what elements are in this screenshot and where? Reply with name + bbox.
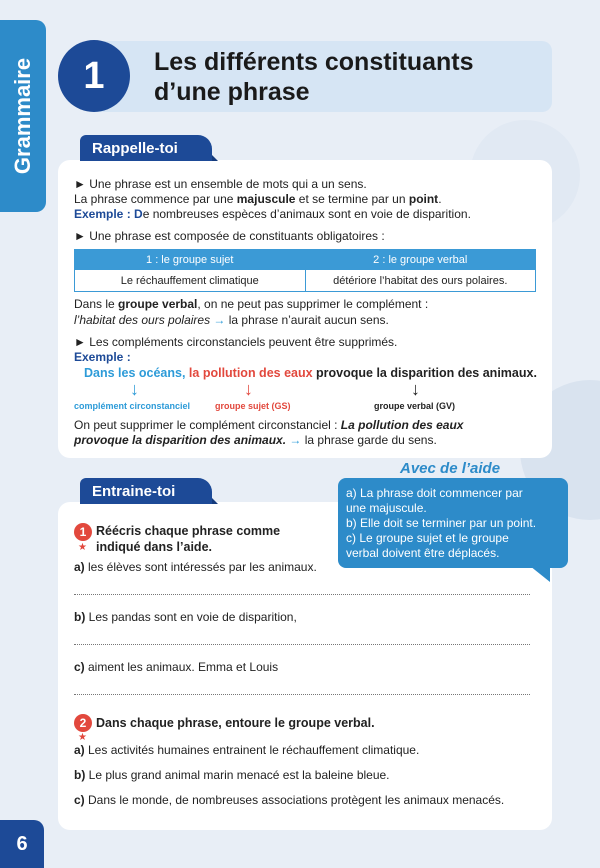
exercise-item: a) les élèves sont intéressés par les animaux. (74, 560, 317, 574)
table-cell: Le réchauffement climatique (75, 270, 306, 292)
arrow-down-icon: ↓ (130, 379, 139, 399)
difficulty-star-icon: ★ (78, 542, 87, 553)
aide-bubble-tail (530, 566, 550, 582)
example-sentence: Dans les océans, la pollution des eaux provoque la disparition des animaux. (84, 366, 537, 380)
bullet-icon: ► (74, 335, 90, 349)
rule-line: ► Les compléments circonstanciels peuvent être supprimés. (74, 335, 398, 349)
bullet-icon: ► (74, 229, 90, 243)
rule-line: On peut supprimer le complément circonstanciel : La pollution des eaux (74, 418, 464, 432)
title-banner (88, 41, 552, 112)
page-number: 6 (0, 820, 44, 868)
aide-title: Avec de l’aide (400, 460, 501, 477)
difficulty-star-icon: ★ (78, 732, 87, 743)
section-tab-label: Grammaire (10, 57, 35, 175)
exercise-1-badge: 1 (74, 523, 92, 541)
table-header: 1 : le groupe sujet (75, 250, 306, 270)
page-title: Les différents constituants d’une phrase (154, 48, 474, 106)
rule-line: ► Une phrase est un ensemble de mots qui a un sens. (74, 177, 367, 191)
arrow-right-icon: → (289, 433, 302, 447)
aide-bubble: a) La phrase doit commencer par une majuscule. b) Elle doit se terminer par un point. c) Le groupe sujet et le groupe verbal doivent être déplacés. (338, 478, 568, 568)
label-gs: groupe sujet (GS) (215, 401, 291, 411)
arrow-down-icon: ↓ (244, 379, 253, 399)
arrow-right-icon: → (213, 313, 226, 327)
arrow-down-icon: ↓ (411, 379, 420, 399)
table-header: 2 : le groupe verbal (305, 250, 536, 270)
answer-line[interactable] (74, 644, 530, 645)
rule-line: provoque la disparition des animaux. → la phrase garde du sens. (74, 433, 437, 447)
exercise-2-title: Dans chaque phrase, entoure le groupe verbal. (96, 716, 375, 730)
rule-line: l’habitat des ours polaires → la phrase n’aurait aucun sens. (74, 313, 389, 327)
lesson-number: 1 (58, 40, 130, 112)
rule-line: Dans le groupe verbal, on ne peut pas supprimer le complément : (74, 297, 429, 311)
label-cc: complément circonstanciel (74, 401, 191, 411)
section-tab (0, 20, 46, 212)
exercise-item[interactable]: a) Les activités humaines entrainent le réchauffement climatique. (74, 743, 420, 757)
rappel-tag: Rappelle-toi (80, 135, 212, 161)
rule-line: La phrase commence par une majuscule et se termine par un point. (74, 192, 442, 206)
exercise-item[interactable]: b) Le plus grand animal marin menacé est la baleine bleue. (74, 768, 390, 782)
exercise-tag: Entraine-toi (80, 478, 212, 504)
exercise-2-badge: 2 (74, 714, 92, 732)
example-line: Exemple : De nombreuses espèces d’animaux sont en voie de disparition. (74, 207, 471, 221)
label-gv: groupe verbal (GV) (374, 401, 456, 411)
bullet-icon: ► (74, 177, 90, 191)
table-cell: détériore l’habitat des ours polaires. (305, 270, 536, 292)
answer-line[interactable] (74, 694, 530, 695)
exercise-item: c) aiment les animaux. Emma et Louis (74, 660, 279, 674)
answer-line[interactable] (74, 594, 530, 595)
constituents-table (74, 249, 536, 292)
example-label: Exemple : (74, 350, 131, 364)
exercise-item[interactable]: c) Dans le monde, de nombreuses associations protègent les animaux menacés. (74, 793, 505, 807)
exercise-1-title: Réécris chaque phrase comme indiqué dans l’aide. (96, 524, 281, 554)
exercise-item: b) Les pandas sont en voie de disparition, (74, 610, 297, 624)
rule-line: ► Une phrase est composée de constituants obligatoires : (74, 229, 385, 243)
